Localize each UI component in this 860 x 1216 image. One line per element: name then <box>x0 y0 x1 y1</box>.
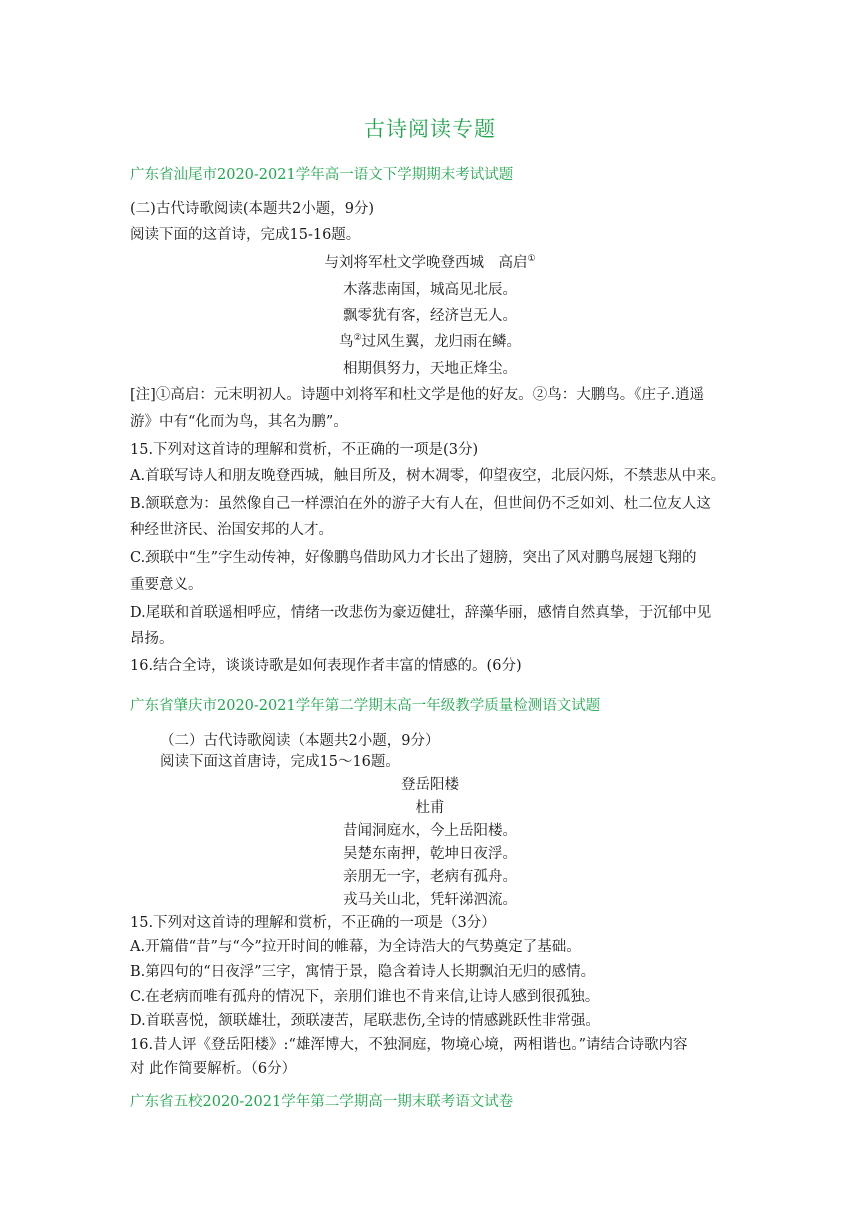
poem-line-1: 昔闻洞庭水，今上岳阳楼。 <box>343 823 517 839</box>
source-heading-wuxiao: 广东省五校2020-2021学年第二学期高一期末联考语文试卷 <box>130 1094 514 1110</box>
poem-line-3-end: 过风生翼，龙归雨在鳞。 <box>361 334 522 350</box>
option-c: C.在老病而唯有孤舟的情况下，亲朋们谁也不肯来信,让诗人感到很孤独。 <box>130 989 600 1005</box>
section-heading: (二)古代诗歌阅读(本题共2小题，9分) <box>130 201 375 217</box>
instruction-text: 阅读下面这首唐诗，完成15～16题。 <box>160 754 400 770</box>
question-16: 16.结合全诗，谈谈诗歌是如何表现作者丰富的情感的。(6分) <box>130 658 522 674</box>
question-15: 15.下列对这首诗的理解和赏析，不正确的一项是(3分) <box>130 442 479 458</box>
option-b: B.第四句的“日夜浮”三字，寓情于景，隐含着诗人长期飘泊无归的感情。 <box>130 964 596 980</box>
poem-line-3 <box>0 332 860 352</box>
option-c-line-1: C.颈联中“生”字生动传神，好像鹏鸟借助风力才长出了翅膀，突出了风对鹏鸟展翅飞翔的 <box>130 550 697 566</box>
section-heading: （二）古代诗歌阅读（本题共2小题，9分） <box>160 733 440 749</box>
poem-line-2: 飘零犹有客，经济岂无人。 <box>343 308 517 324</box>
footnote-line-1: [注]①高启：元末明初人。诗题中刘将军和杜文学是他的好友。②鸟：大鹏鸟。《庄子.逍遥 <box>130 387 705 403</box>
footnote-mark-2: ② <box>353 333 362 344</box>
poem-line-2: 吴楚东南押，乾坤日夜浮。 <box>343 846 517 862</box>
poem-line-1: 木落悲南国，城高见北辰。 <box>343 282 517 298</box>
question-15: 15.下列对这首诗的理解和赏析，不正确的一项是（3分） <box>130 915 496 931</box>
poem-title-text: 与刘将军杜文学晚登西城 高启 <box>324 255 528 271</box>
poem-line-3-start: 鸟 <box>338 334 354 350</box>
footnote-line-2: 游》中有“化而为鸟，其名为鹏”。 <box>130 414 348 430</box>
page-title: 古诗阅读专题 <box>364 117 496 141</box>
poem-line-4: 相期俱努力，天地正烽尘。 <box>343 361 517 377</box>
source-heading-shanwei: 广东省汕尾市2020-2021学年高一语文下学期期末考试试题 <box>130 167 514 183</box>
poem-line-3: 亲朋无一字，老病有孤舟。 <box>343 869 517 885</box>
poem-author: 杜甫 <box>415 800 445 816</box>
question-16-line-2: 对 此作简要解析。（6分） <box>130 1061 297 1077</box>
option-b-line-1: B.颔联意为：虽然像自己一样漂泊在外的游子大有人在，但世间仍不乏如刘、杜二位友人这 <box>130 496 711 512</box>
poem-line-4: 戎马关山北，凭轩涕泗流。 <box>343 892 517 908</box>
instruction-text: 阅读下面的这首诗，完成15-16题。 <box>130 227 361 243</box>
question-16-line-1: 16.昔人评《登岳阳楼》:“雄浑博大，不独洞庭，物境心境，两相谐也。”请结合诗歌内容 <box>130 1037 688 1053</box>
footnote-mark-1: ① <box>527 254 536 265</box>
option-a: A.开篇借“昔”与“今”拉开时间的帷幕，为全诗浩大的气势奠定了基础。 <box>130 939 581 955</box>
option-d-line-1: D.尾联和首联遥相呼应，情绪一改悲伤为豪迈健壮，辞藻华丽，感情自然真挚，于沉郁中见 <box>130 605 712 621</box>
source-heading-zhaoqing: 广东省肇庆市2020-2021学年第二学期末高一年级教学质量检测语文试题 <box>130 698 601 714</box>
option-c-line-2: 重要意义。 <box>130 577 203 593</box>
option-a: A.首联写诗人和朋友晚登西城，触目所及，树木凋零，仰望夜空，北辰闪烁，不禁悲从中来。 <box>130 468 726 484</box>
poem-title: 登岳阳楼 <box>401 777 459 793</box>
option-b-line-2: 种经世济民、治国安邦的人才。 <box>130 522 333 538</box>
poem-title <box>0 253 860 273</box>
option-d: D.首联喜悦，颔联雄壮，颈联凄苦，尾联悲伤,全诗的情感跳跃性非常强。 <box>130 1013 600 1029</box>
option-d-line-2: 昂扬。 <box>130 631 174 647</box>
